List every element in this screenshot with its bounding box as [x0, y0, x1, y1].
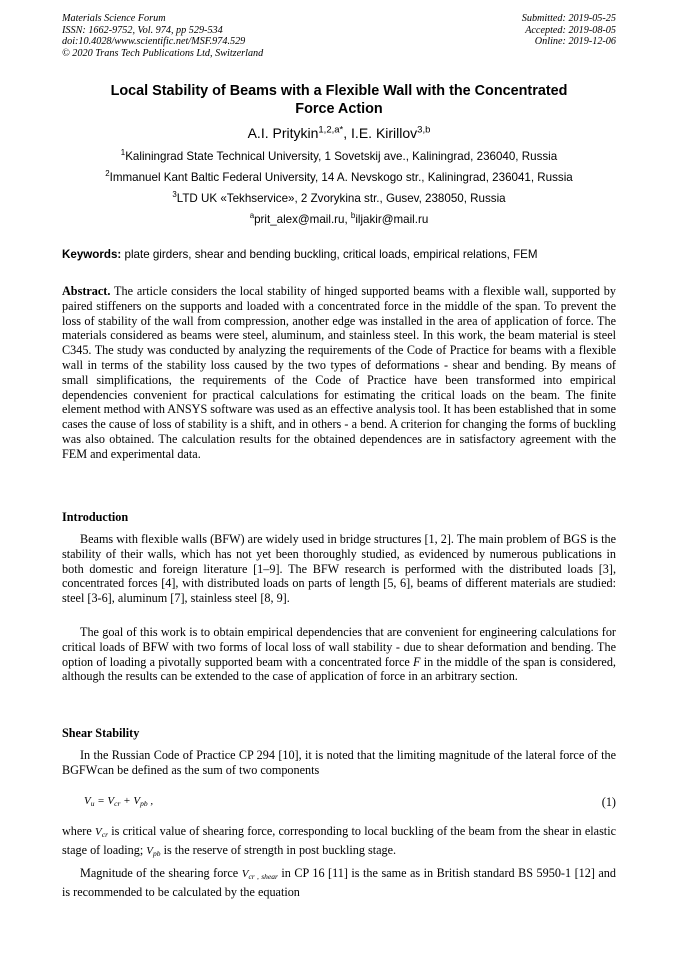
- affiliation-1: $^1$Kaliningrad State Technical University, 1 Sovetskij ave., Kaliningrad, 236040, Russia: [120, 148, 558, 163]
- author-2-marks: 3,b: [417, 124, 431, 136]
- author-1: A.I. Pritykin: [247, 125, 319, 141]
- introduction-paragraph-1: Beams with flexible walls (BFW) are widely used in bridge structures [1, 2]. The main problem of BGS is the stability of their walls, which has not yet been thoroughly studied, as evidenced by numerous publications in both domestic and foreign literature [1–9]. The BFW research is performed with the distributed loads [3], concentrated forces [4], with distributed loads on parts of length [5, 6], beams of different materials are studied: steel [3-6], aluminum [7], stainless steel [8, 9].: [62, 532, 616, 606]
- shear-stability-heading: Shear Stability: [62, 726, 140, 740]
- keywords-label: Keywords:: [62, 248, 122, 261]
- author-separator: ,: [343, 125, 352, 141]
- submitted-date: Submitted: 2019-05-25: [521, 13, 616, 24]
- authors: [62, 125, 616, 142]
- keywords: [62, 248, 616, 262]
- force-variable: F: [413, 654, 421, 669]
- affiliation-2: $^2$Immanuel Kant Baltic Federal University, 14 A. Nevskogo str., Kaliningrad, 236041, Russia: [105, 169, 573, 184]
- journal-name: Materials Science Forum: [62, 13, 166, 24]
- equation-number: (1): [601, 795, 616, 809]
- equation-1: [62, 795, 616, 813]
- vcr-shear-symbol: $V_{cr , shear}$: [241, 868, 278, 881]
- online-date: Online: 2019-12-06: [534, 36, 616, 48]
- abstract-label: Abstract.: [62, 284, 111, 298]
- author-2: I.E. Kirillov: [351, 125, 418, 141]
- equation-expression: $V_u = V_{cr} + V_{pb}$ ,: [84, 795, 154, 808]
- journal-header: [62, 13, 263, 59]
- abstract: [62, 284, 616, 462]
- keywords-text: plate girders, shear and bending buckling, critical loads, empirical relations, FEM: [121, 248, 538, 261]
- title-line-2: Force Action: [295, 101, 383, 117]
- shear-paragraph-3: Magnitude of the shearing force $V_{cr , shear}$ in CP 16 [11] is the same as in British standard BS 5950-1 [12] and is recommended to be calculated by the equation: [62, 866, 616, 899]
- vpb-symbol: $V_{pb}$: [146, 844, 161, 858]
- affiliation-3: $^3$LTD UK «Tekhservice», 2 Zvorykina str., Gusev, 238050, Russia: [172, 190, 506, 205]
- shear-paragraph-2: where $V_{cr}$ is critical value of shearing force, corresponding to local buckling of the beam from the shear in elastic stage of loading; $V_{pb}$ is the reserve of strength in post buckling stage.: [62, 824, 616, 858]
- vcr-symbol: $V_{cr}$: [95, 826, 108, 839]
- issn: ISSN: 1662-9752, Vol. 974, pp 529-534: [62, 24, 223, 36]
- emails: $^a$prit_alex@mail.ru, $^b$iljakir@mail.ru: [249, 211, 429, 226]
- doi: doi:10.4028/www.scientific.net/MSF.974.529: [62, 36, 246, 48]
- title-line-1: Local Stability of Beams with a Flexible Wall with the Concentrated: [110, 83, 568, 99]
- email-a: prit_alex@mail.ru,: [254, 213, 351, 226]
- email-b: iljakir@mail.ru: [355, 213, 429, 226]
- introduction-paragraph-2: The goal of this work is to obtain empirical dependencies that are convenient for engineering calculations for critical loads of BFW with two forms of local loss of wall stability - due to shear deformation and bending. The option of loading a pivotally supported beam with a concentrated force F in the middle of the span is considered, although the results can be extended to the case of application of force in an arbitrary section.: [62, 625, 616, 684]
- paper-title: [62, 82, 616, 118]
- copyright: © 2020 Trans Tech Publications Ltd, Switzerland: [62, 47, 264, 59]
- accepted-date: Accepted: 2019-08-05: [525, 24, 616, 36]
- author-1-marks: 1,2,a*: [318, 124, 344, 136]
- shear-paragraph-1: In the Russian Code of Practice CP 294 [10], it is noted that the limiting magnitude of the lateral force of the BGFWcan be defined as the sum of two components: [62, 748, 616, 777]
- abstract-text: The article considers the local stability of hinged supported beams with a flexible wall, supported by paired stiffeners on the supports and loaded with a concentrated force in the middle of the span. To prevent the loss of stability of the wall from compression, another edge was installed in the area of application of force. The materials considered as beams were steel, aluminum, and stainless steel. In this work, the beam material is steel C345. The study was conducted by analyzing the requirements of the Code of Practice for beams with a flexible wall in terms of the stability loss caused by the two types of deformations - shear and bending. By means of small simplifications, the requirements of the Code of Practice have been transformed into empirical dependencies convenient for practical calculations for estimating the critical loads on the beam. The finite element method with ANSYS software was used as an effective analysis tool. It has been established that in some cases the cause of loss of stability is a shift, and in others - a bend. A criterion for changing the forms of buckling was also obtained. The calculation results for the obtained dependences are in satisfactory agreement with the FEM and experimental data.: [62, 284, 616, 461]
- introduction-heading: Introduction: [62, 510, 129, 524]
- dates-header: [522, 13, 616, 48]
